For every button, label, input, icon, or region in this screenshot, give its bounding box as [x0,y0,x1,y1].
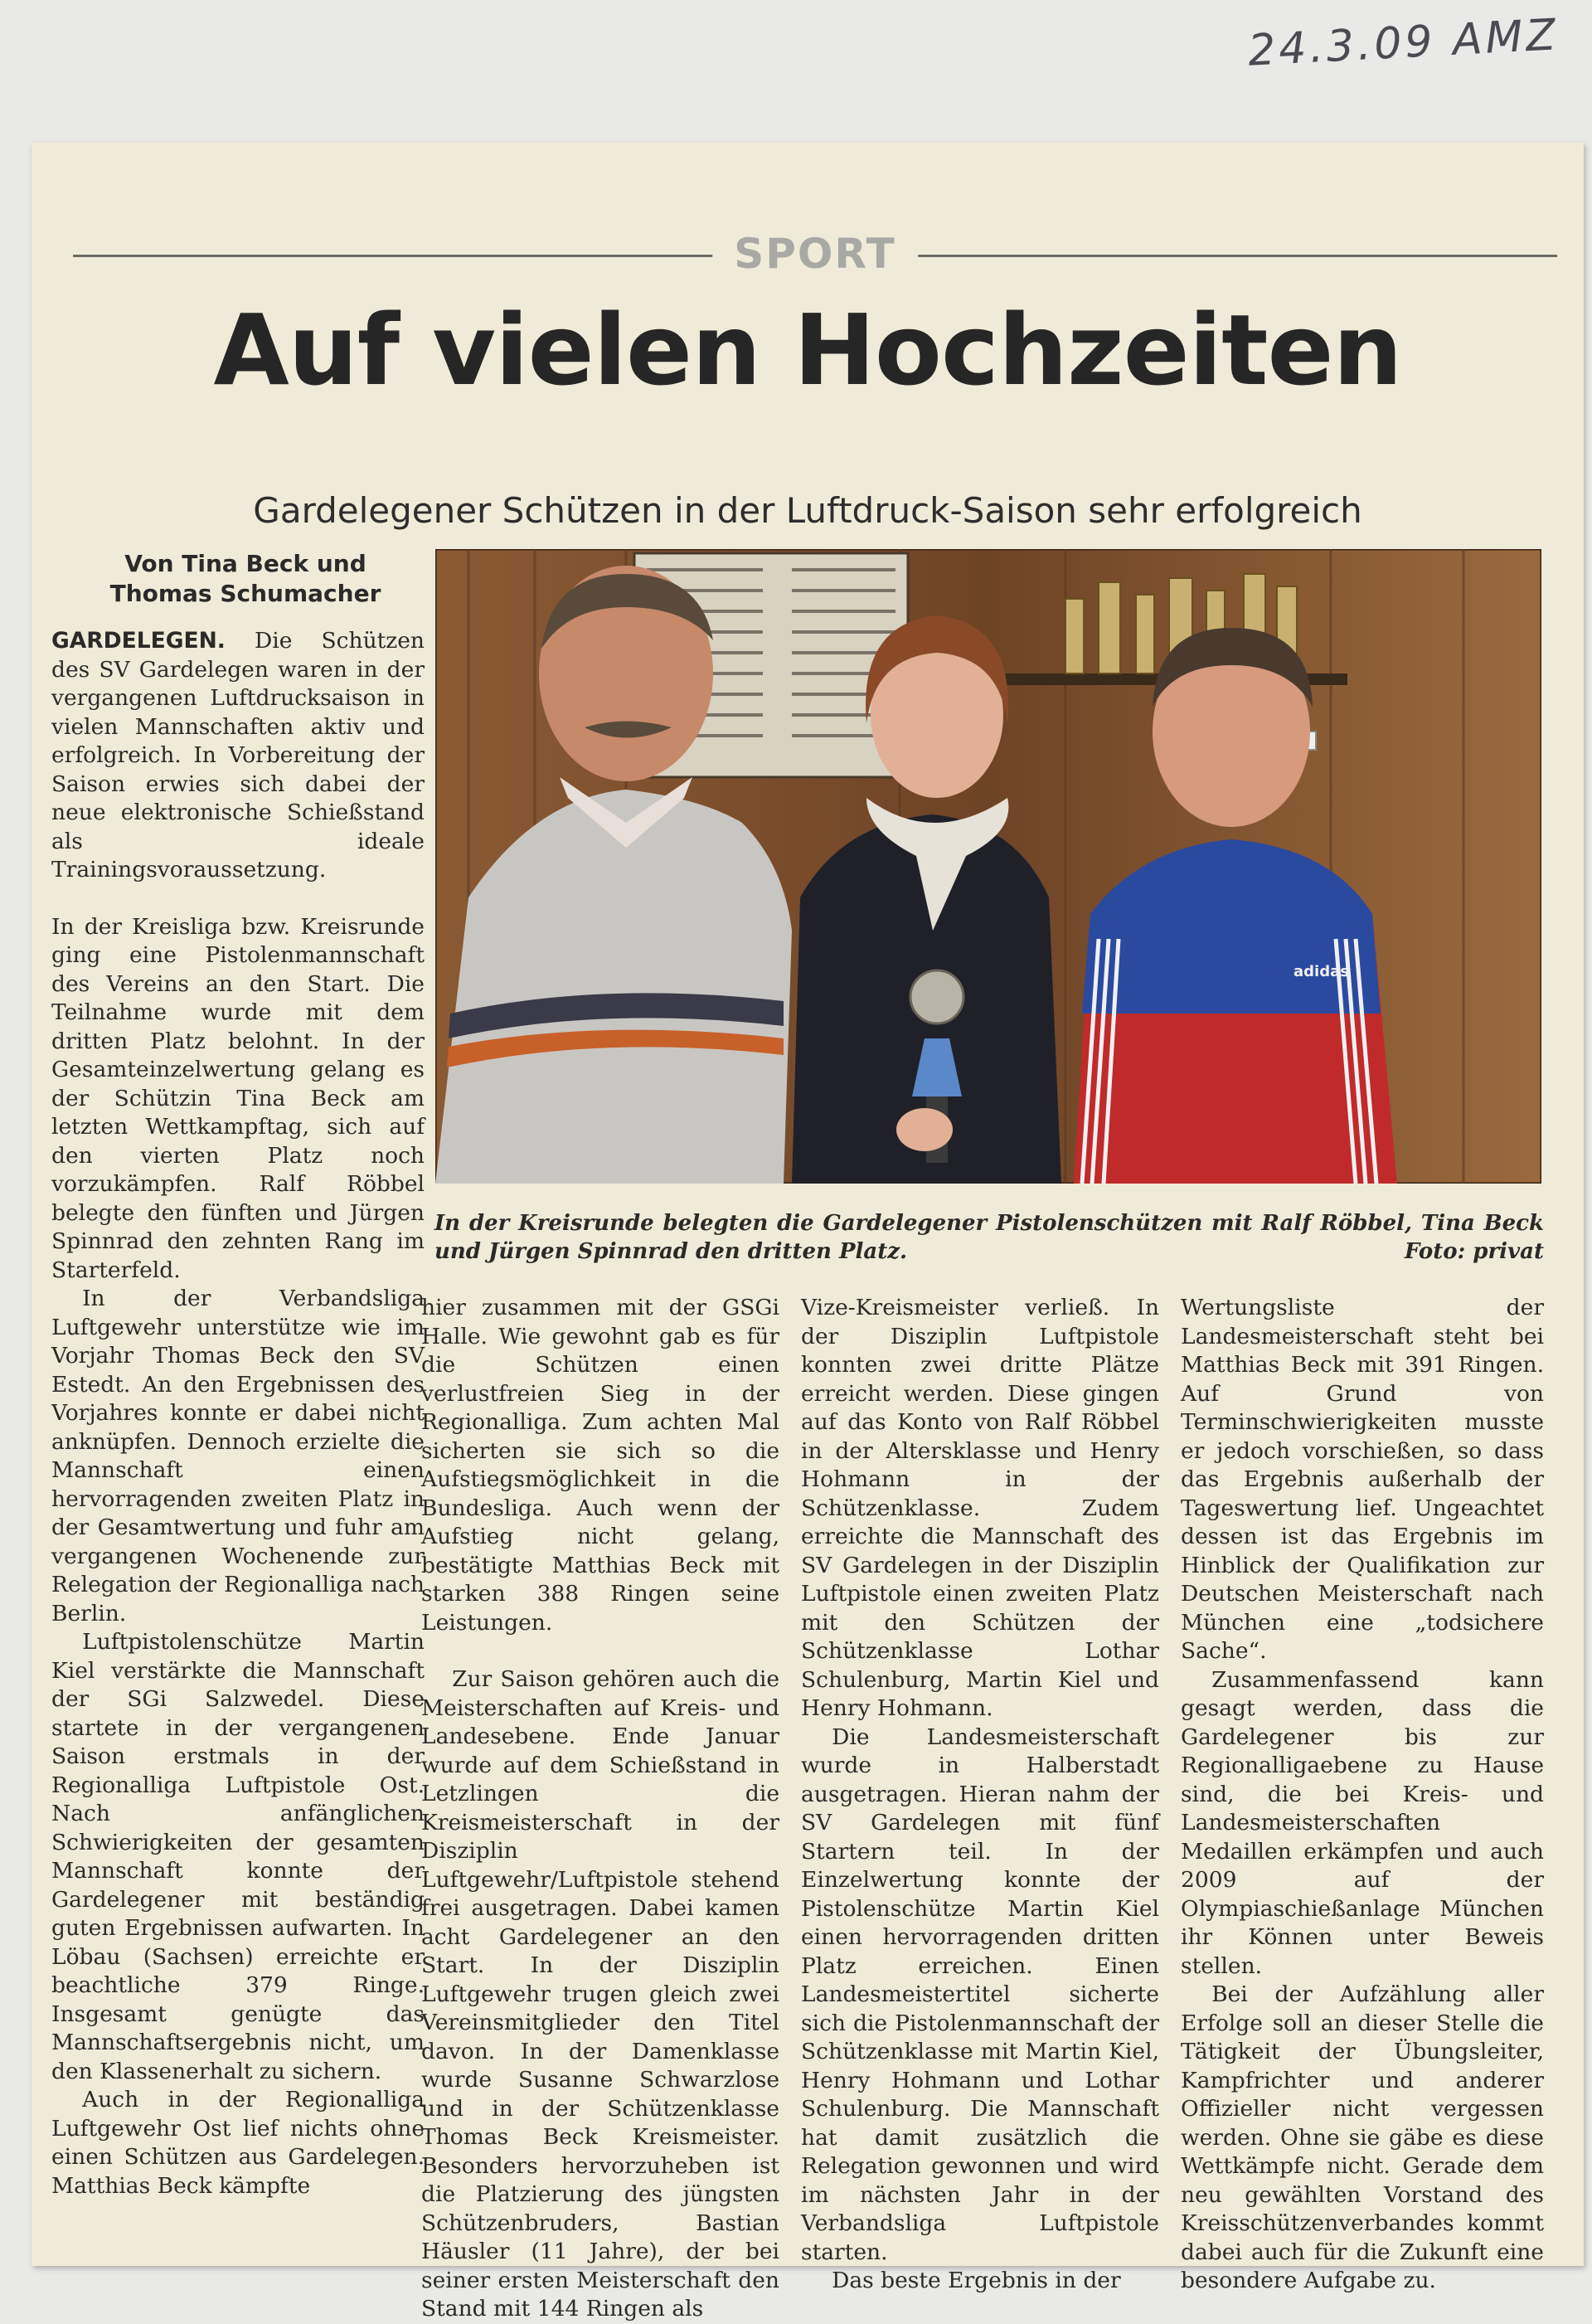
jacket-logo: adidas [1294,963,1349,980]
subheadline: Gardelegener Schützen in der Luftdruck-Saison sehr erfolgreich [253,490,1362,531]
article-column-1 [51,627,425,2200]
paragraph: Die Landesmeisterschaft wurde in Halberstadt ausgetragen. Hieran nahm der SV Gardelegen mit fünf Startern teil. In der Einzelwertung konnte der Pistolenschütze Martin Kiel einen hervorragenden dritten Platz erreichen. Einen Landesmeistertitel sicherte sich die Pistolenmannschaft der Schützenklasse mit Martin Kiel, Henry Hohmann und Lothar Schulenburg. Die Mannschaft hat damit zusätzlich die Relegation gewonnen und wird im nächsten Jahr in der Verbandsliga Luftpistole starten. [801,1724,1159,2265]
article-column-4 [1181,1294,1544,2296]
paragraph: Auch in der Regionalliga Luftgewehr Ost lief nichts ohne einen Schützen aus Gardelegen. Matthias Beck kämpfte [51,2087,425,2199]
byline [71,549,420,609]
paragraph: Wertungsliste der Landesmeisterschaft steht bei Matthias Beck mit 391 Ringen. Auf Grund von Terminschwierigkeiten musste er jedoch vorschießen, so dass das Ergebnis außerhalb der Tageswertung lief. Ungeachtet dessen ist das Ergebnis im Hinblick der Qualifikation zur Deutschen Meisterschaft nach München eine „todsichere Sache“. [1181,1295,1544,1664]
byline-line-2: Thomas Schumacher [109,580,381,607]
paragraph: hier zusammen mit der GSGi Halle. Wie gewohnt gab es für die Schützen einen verlustfreien Sieg in der Regionalliga. Zum achten Mal sicherten sie sich so die Aufstiegsmöglichkeit in die Bundesliga. Auch wenn der Aufstieg nicht gelang, bestätigte Matthias Beck mit starken 388 Ringen seine Leistungen. [421,1295,779,1636]
paragraph: Bei der Aufzählung aller Erfolge soll an dieser Stelle die Tätigkeit der Übungsleiter, Kampfrichter und anderer Offizieller nicht vergessen werden. Ohne sie gäbe es diese Wettkämpfe nicht. Gerade dem neu gewählten Vorstand des Kreisschützenverbandes kommt dabei auch für die Zukunft eine besondere Aufgabe zu. [1181,1981,1544,2293]
paragraph: Zusammenfassend kann gesagt werden, dass die Gardelegener bis zur Regionalligaebene zu Hause sind, die bei Kreis- und Landesmeisterschaften Medaillen erkämpfen und auch 2009 auf der Olympiaschießanlage München ihr Können unter Beweis stellen. [1181,1666,1544,1979]
article-column-2 [421,1294,779,2324]
section-label: SPORT [712,232,918,275]
paragraph-text: Die Schützen des SV Gardelegen waren in der vergangenen Luftdrucksaison in vielen Mannschaften aktiv und erfolgreich. In Vorbereitung der Saison erwies sich dabei der neue elektronische Schießstand als ideale Trainingsvoraussetzung. [51,628,425,882]
photo-caption: In der Kreisrunde belegten die Gardelegener Pistolenschützen mit Ralf Röbbel, Tina Beck und Jürgen Spinnrad den dritten Platz. [434,1211,1544,1264]
photo-credit: Foto: privat [1404,1239,1544,1264]
section-header [73,230,1557,278]
handwritten-date-note: 24.3.09 AMZ [1246,10,1560,76]
paragraph: In der Kreisliga bzw. Kreisrunde ging eine Pistolenmannschaft des Vereins an den Start. Die Teilnahme wurde mit dem dritten Platz belohnt. In der Gesamteinzelwertung gelang es der Schützin Tina Beck am letzten Wettkampftag, sich auf den vierten Platz noch vorzukämpfen. Ralf Röbbel belegte den fünften und Jürgen Spinnrad den zehnten Rang im Starterfeld. [51,913,425,1283]
paragraph: Luftpistolenschütze Martin Kiel verstärkte die Mannschaft der SGi Salzwedel. Diese startete in der vergangenen Saison erstmals in der Regionalliga Luftpistole Ost. Nach anfänglichen Schwierigkeiten der gesamten Mannschaft konnte der Gardelegener mit beständig guten Ergebnissen aufwarten. In Löbau (Sachsen) erreichte er beachtliche 379 Ringe. Insgesamt genügte das Mannschaftsergebnis nicht, um den Klassenerhalt zu sichern. [51,1629,425,2084]
newspaper-clipping [32,143,1584,2322]
paragraph: In der Verbandsliga Luftgewehr unterstütze wie im Vorjahr Thomas Beck den SV Estedt. An den Ergebnissen des Vorjahres konnte er dabei nicht anknüpfen. Dennoch erzielte die Mannschaft einen hervorragenden zweiten Platz in der Gesamtwertung und fuhr am vergangenen Wochenende zur Relegation der Regionalliga nach Berlin. [51,1286,425,1626]
paragraph [51,627,425,885]
byline-line-1: Von Tina Beck und [124,550,366,577]
team-photo [435,549,1541,1184]
paragraph: Vize-Kreismeister verließ. In der Disziplin Luftpistole konnten zwei dritte Plätze erreicht werden. Diese gingen auf das Konto von Ralf Röbbel in der Altersklasse und Henry Hohmann in der Schützenklasse. Zudem erreichte die Mannschaft des SV Gardelegen in der Disziplin Luftpistole einen zweiten Platz mit den Schützen der Schützenklasse Lothar Schulenburg, Martin Kiel und Henry Hohmann. [801,1295,1159,1721]
paragraph: Zur Saison gehören auch die Meisterschaften auf Kreis- und Landesebene. Ende Januar wurde auf dem Schießstand in Letzlingen die Kreismeisterschaft in der Disziplin Luftgewehr/Luftpistole stehend frei ausgetragen. Dabei kamen acht Gardelegener an den Start. In der Disziplin Luftgewehr trugen gleich zwei Vereinsmitglieder den Titel davon. In der Damenklasse wurde Susanne Schwarzlose und in der Schützenklasse Thomas Beck Kreismeister. Besonders hervorzuheben ist die Platzierung des jüngsten Schützenbruders, Bastian Häusler (11 Jahre), der bei seiner ersten Meisterschaft den Stand mit 144 Ringen als [421,1666,779,2322]
dateline: GARDELEGEN. [51,628,226,654]
headline: Auf vielen Hochzeiten [213,293,1402,407]
article-column-3 [801,1294,1159,2296]
paragraph: Das beste Ergebnis in der [832,2268,1121,2293]
